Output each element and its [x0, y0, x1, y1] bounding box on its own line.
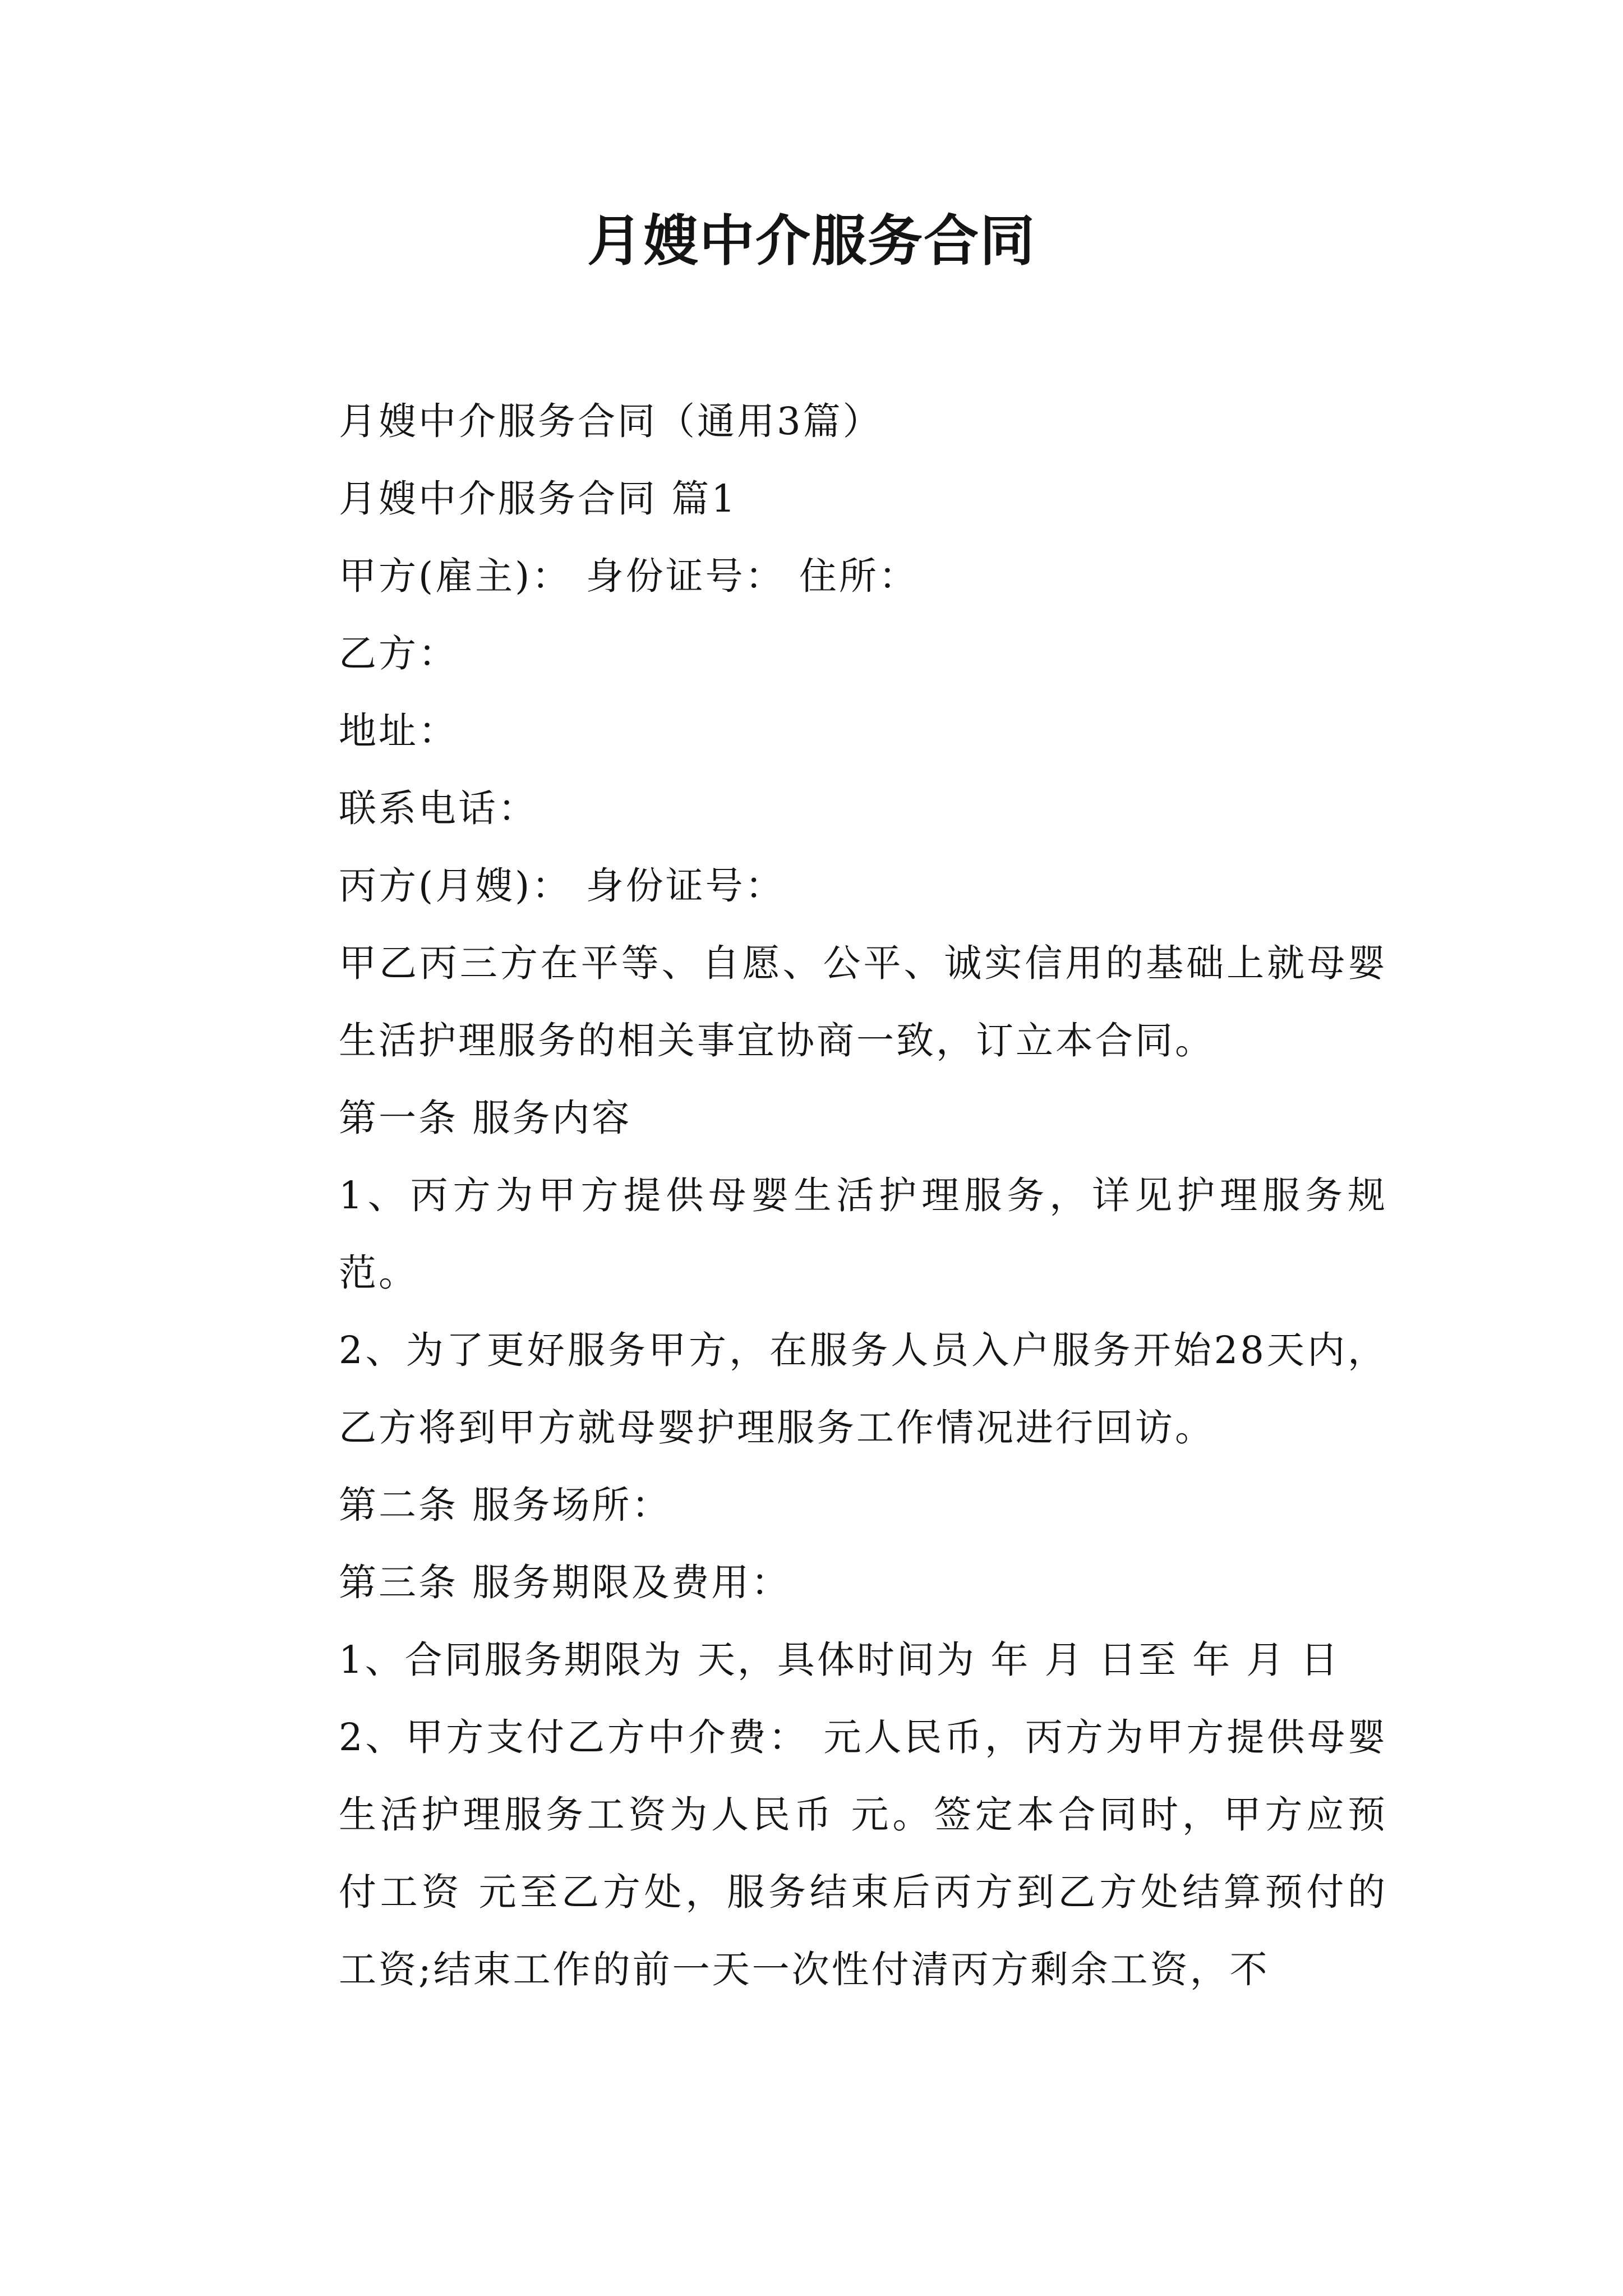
article-3-item-1: 1、合同服务期限为 天，具体时间为 年 月 日至 年 月 日	[339, 1638, 1340, 1682]
address-line: 地址：	[339, 709, 458, 753]
article-3-item-2: 2、甲方支付乙方中介费： 元人民币，丙方为甲方提供母婴生活护理服务工资为人民币 元。签定本合同时，甲方应预付工资 元至乙方处，服务结束后丙方到乙方处结算预付的工资;结束工作的前一天一次性付清丙方剩余工资，不	[339, 1715, 1387, 1991]
article-1-item-2: 2、为了更好服务甲方，在服务人员入户服务开始28天内，乙方将到甲方就母婴护理服务工作情况进行回访。	[339, 1328, 1387, 1450]
phone-line: 联系电话：	[339, 786, 538, 830]
article-3-heading: 第三条 服务期限及费用：	[339, 1561, 791, 1604]
document-body	[249, 383, 1387, 2008]
subtitle-all: 月嫂中介服务合同（通用3篇）	[339, 399, 883, 443]
document-title: 月嫂中介服务合同	[587, 209, 1036, 273]
article-1-item-1: 1、丙方为甲方提供母婴生活护理服务，详见护理服务规范。	[339, 1174, 1387, 1295]
party-b-line: 乙方：	[339, 632, 458, 675]
subtitle-part1: 月嫂中介服务合同 篇1	[339, 477, 737, 521]
party-a-line: 甲方(雇主)： 身份证号： 住所：	[339, 554, 919, 598]
article-1-heading: 第一条 服务内容	[339, 1096, 632, 1140]
party-c-line: 丙方(月嫂)： 身份证号：	[339, 864, 785, 908]
article-2-heading: 第二条 服务场所：	[339, 1483, 672, 1527]
preamble-paragraph: 甲乙丙三方在平等、自愿、公平、诚实信用的基础上就母婴生活护理服务的相关事宜协商一致，订立本合同。	[339, 941, 1387, 1062]
